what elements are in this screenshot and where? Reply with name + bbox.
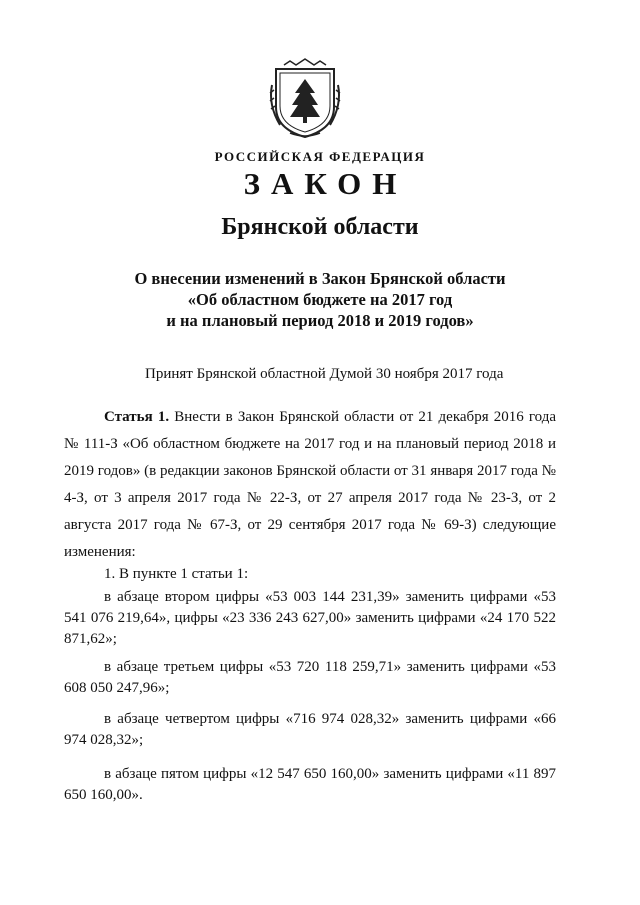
subject-line: «Об областном бюджете на 2017 год: [187, 290, 453, 309]
item-1: 1. В пункте 1 статьи 1:: [104, 566, 249, 582]
subject-line: О внесении изменений в Закон Брянской области: [134, 269, 506, 288]
article-text: Внести в Закон Брянской области от 21 декабря 2016 года № 111-З «Об областном бюджете на 2017 год и на плановый период 2018 и 2019 годов» (в редакции законов Брянской области от 31 января 2017 года № 4-З, от 3 апреля 2017 года № 22-З, от 27 апреля 2017 года № 23-З, от 2 августа 2017 года № 67-З, от 29 сентября 2017 года № 69-З) следующие изменения:: [64, 409, 556, 560]
paragraph-change: в абзаце втором цифры «53 003 144 231,39» заменить цифрами «53 541 076 219,64», цифры «23 336 243 627,00» заменить цифрами «24 170 522 871,62»;: [64, 589, 556, 647]
paragraph-change: в абзаце пятом цифры «12 547 650 160,00» заменить цифрами «11 897 650 160,00».: [64, 766, 556, 803]
article-1: [64, 404, 556, 566]
country-title: РОССИЙСКАЯ ФЕДЕРАЦИЯ: [214, 149, 426, 164]
region-title: Брянской области: [221, 214, 419, 240]
article-label: Статья 1.: [104, 409, 170, 425]
subject-line: и на плановый период 2018 и 2019 годов»: [166, 311, 474, 330]
paragraph-change: в абзаце третьем цифры «53 720 118 259,71» заменить цифрами «53 608 050 247,96»;: [64, 659, 556, 696]
coat-of-arms-icon: [262, 55, 348, 141]
law-subject: [0, 268, 640, 331]
paragraph-change: в абзаце четвертом цифры «716 974 028,32» заменить цифрами «66 974 028,32»;: [64, 711, 556, 748]
document-type: ЗАКОН: [243, 166, 408, 201]
adoption-note: Принят Брянской областной Думой 30 ноября 2017 года: [145, 366, 504, 382]
